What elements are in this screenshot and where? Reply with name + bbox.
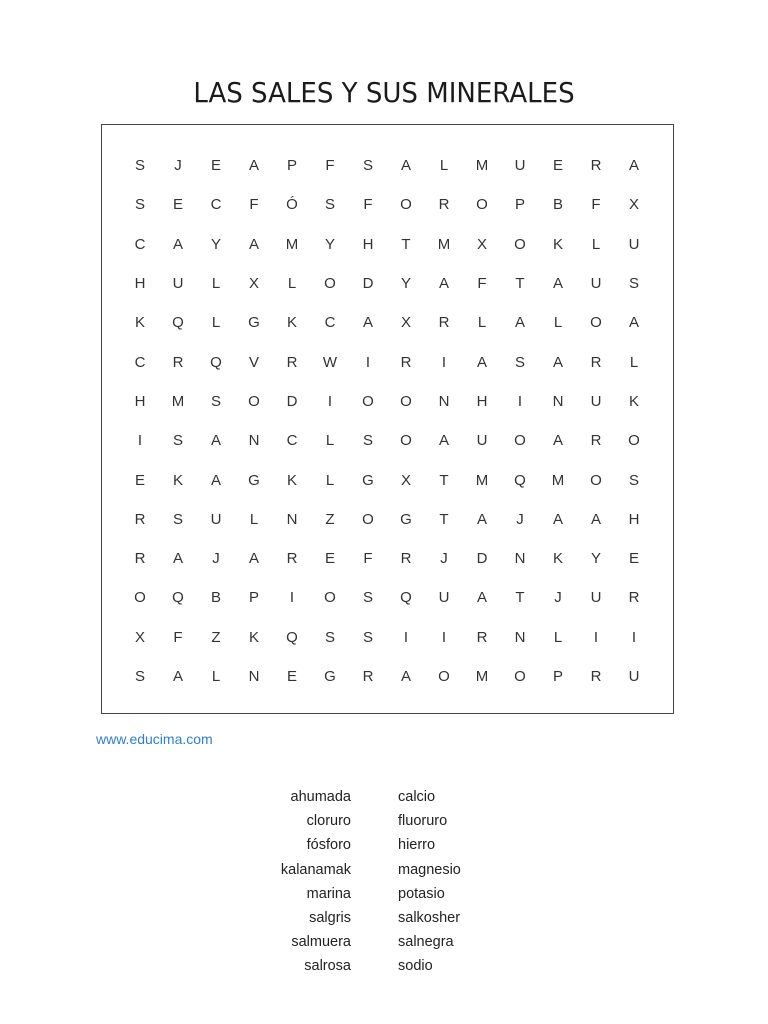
grid-cell[interactable]: E — [172, 196, 183, 214]
grid-cell[interactable]: O — [400, 196, 412, 214]
grid-cell[interactable]: R — [134, 510, 146, 528]
grid-cell[interactable]: S — [172, 432, 183, 450]
word-item: calcio — [398, 789, 436, 805]
grid-cell[interactable]: L — [477, 314, 487, 332]
grid-cell[interactable]: U — [628, 235, 640, 253]
grid-cell[interactable]: A — [552, 275, 563, 293]
page-title: LAS SALES Y SUS MINERALES — [193, 76, 575, 109]
grid-cell[interactable]: E — [134, 471, 145, 489]
grid-cell[interactable]: K — [552, 550, 563, 568]
grid-cell[interactable]: A — [172, 550, 183, 568]
grid-row — [121, 146, 653, 185]
grid-cell[interactable]: H — [476, 392, 488, 410]
grid-cell[interactable]: E — [628, 550, 639, 568]
grid-cell[interactable]: S — [628, 471, 639, 489]
grid-cell[interactable]: Q — [514, 471, 526, 489]
grid-cell[interactable]: U — [628, 668, 640, 685]
grid-cell[interactable]: A — [438, 275, 449, 293]
grid-cell[interactable]: C — [134, 235, 146, 253]
grid-row — [121, 264, 653, 303]
grid-cell[interactable]: M — [475, 471, 489, 489]
grid-cell[interactable]: R — [172, 353, 184, 371]
grid-cell[interactable]: A — [476, 589, 487, 607]
grid-cell[interactable]: C — [324, 314, 336, 332]
word-item: ahumada — [290, 789, 351, 805]
grid-cell[interactable]: S — [172, 510, 183, 528]
grid-cell[interactable]: R — [590, 157, 602, 175]
grid-cell[interactable]: P — [286, 157, 297, 175]
grid-cell[interactable]: O — [476, 196, 488, 214]
grid-cell[interactable]: A — [248, 157, 259, 175]
grid-cell[interactable]: R — [590, 668, 602, 685]
grid-cell[interactable]: A — [210, 471, 221, 489]
word-item: salrosa — [304, 958, 351, 975]
grid-cell[interactable]: N — [514, 628, 526, 646]
grid-cell[interactable]: K — [552, 235, 563, 253]
grid-cell[interactable]: O — [400, 432, 412, 450]
grid-cell[interactable]: H — [134, 392, 146, 410]
grid-cell[interactable]: A — [400, 157, 411, 175]
grid-cell[interactable]: I — [137, 432, 143, 450]
grid-cell[interactable]: R — [438, 314, 450, 332]
grid-cell[interactable]: L — [211, 275, 221, 293]
grid-cell[interactable]: K — [172, 471, 183, 489]
grid-cell[interactable]: L — [325, 471, 335, 489]
grid-cell[interactable]: E — [286, 668, 297, 685]
grid-cell[interactable]: I — [593, 628, 599, 646]
grid-cell[interactable]: M — [437, 235, 451, 253]
word-list-right-column — [398, 787, 461, 981]
grid-row — [121, 500, 653, 539]
grid-row — [121, 539, 653, 578]
grid-cell[interactable]: O — [514, 668, 526, 685]
grid-cell[interactable]: M — [475, 157, 489, 175]
grid-cell[interactable]: F — [591, 196, 601, 214]
grid-cell[interactable]: L — [211, 668, 221, 685]
grid-cell[interactable]: R — [628, 589, 640, 607]
grid-cell[interactable]: Z — [325, 510, 335, 528]
grid-cell[interactable]: U — [476, 432, 488, 450]
grid-cell[interactable]: C — [286, 432, 298, 450]
grid-cell[interactable]: R — [286, 353, 298, 371]
grid-cell[interactable]: T — [515, 589, 525, 607]
grid-cell[interactable]: X — [400, 314, 411, 332]
grid-cell[interactable]: U — [172, 275, 184, 293]
grid-cell[interactable]: A — [248, 550, 259, 568]
grid-cell[interactable]: A — [552, 353, 563, 371]
grid-cell[interactable]: L — [287, 275, 297, 293]
grid-cell[interactable]: C — [134, 353, 146, 371]
grid-cell[interactable]: S — [362, 157, 373, 175]
grid-cell[interactable]: M — [171, 392, 185, 410]
grid-cell[interactable]: D — [476, 550, 488, 568]
grid-cell[interactable]: N — [552, 392, 564, 410]
grid-cell[interactable]: X — [400, 471, 411, 489]
word-item: salkosher — [398, 909, 461, 926]
grid-row — [121, 303, 653, 342]
grid-cell[interactable]: A — [476, 353, 487, 371]
grid-cell[interactable]: H — [362, 235, 374, 253]
grid-cell[interactable]: P — [552, 668, 563, 685]
grid-cell[interactable]: K — [286, 314, 297, 332]
grid-cell[interactable]: O — [590, 314, 602, 332]
grid-cell[interactable]: O — [400, 392, 412, 410]
grid-cell[interactable]: L — [553, 314, 563, 332]
grid-cell[interactable]: N — [248, 432, 260, 450]
grid-cell[interactable]: M — [551, 471, 565, 489]
grid-row — [121, 382, 653, 421]
grid-cell[interactable]: A — [552, 432, 563, 450]
grid-cell[interactable]: F — [477, 275, 487, 293]
grid-cell[interactable]: A — [248, 235, 259, 253]
grid-cell[interactable]: T — [439, 510, 449, 528]
grid-cell[interactable]: J — [440, 550, 448, 568]
grid-cell[interactable]: R — [286, 550, 298, 568]
word-item: kalanamak — [280, 861, 351, 878]
grid-cell[interactable]: S — [134, 668, 145, 685]
grid-cell[interactable]: A — [172, 235, 183, 253]
grid-cell[interactable]: N — [438, 392, 450, 410]
grid-cell[interactable]: O — [134, 589, 146, 607]
grid-cell[interactable]: K — [628, 392, 639, 410]
word-item: cloruro — [306, 813, 351, 830]
grid-cell[interactable]: U — [514, 157, 526, 175]
grid-cell[interactable]: X — [248, 275, 259, 293]
grid-cell[interactable]: G — [362, 471, 374, 489]
grid-row — [121, 421, 653, 460]
grid-cell[interactable]: Z — [211, 628, 221, 646]
grid-cell[interactable]: A — [438, 432, 449, 450]
grid-cell[interactable]: G — [248, 471, 260, 489]
grid-cell[interactable]: H — [134, 275, 146, 293]
grid-cell[interactable]: R — [476, 628, 488, 646]
grid-cell[interactable]: Y — [590, 550, 601, 568]
grid-cell[interactable]: O — [514, 432, 526, 450]
grid-cell[interactable]: L — [325, 432, 335, 450]
word-item: hierro — [398, 837, 436, 854]
grid-cell[interactable]: U — [590, 392, 602, 410]
grid-cell[interactable]: S — [628, 275, 639, 293]
website-link[interactable]: www.educima.com — [96, 731, 213, 747]
grid-cell[interactable]: L — [249, 510, 259, 528]
grid-cell[interactable]: O — [248, 392, 260, 410]
word-item: salgris — [309, 909, 351, 926]
grid-cell[interactable]: E — [324, 550, 335, 568]
word-item: salnegra — [398, 934, 454, 951]
grid-cell[interactable]: F — [249, 196, 259, 214]
grid-cell[interactable]: Q — [286, 628, 298, 646]
grid-cell[interactable]: I — [403, 628, 409, 646]
grid-cell[interactable]: T — [439, 471, 449, 489]
grid-cell[interactable]: A — [628, 314, 639, 332]
grid-cell[interactable]: O — [514, 235, 526, 253]
grid-cell[interactable]: F — [363, 550, 373, 568]
word-item: sodio — [398, 958, 433, 975]
grid-cell[interactable]: A — [476, 510, 487, 528]
grid-cell[interactable]: X — [476, 235, 487, 253]
grid-cell[interactable]: O — [628, 432, 640, 450]
grid-cell[interactable]: R — [400, 550, 412, 568]
grid-cell[interactable]: O — [324, 275, 336, 293]
grid-cell[interactable]: A — [628, 157, 639, 175]
grid-cell[interactable]: Q — [400, 589, 412, 607]
word-item: fluoruro — [398, 813, 448, 830]
grid-cell[interactable]: U — [210, 510, 222, 528]
grid-cell[interactable]: K — [286, 471, 297, 489]
grid-cell[interactable]: E — [552, 157, 563, 175]
grid-cell[interactable]: Y — [210, 235, 221, 253]
grid-cell[interactable]: J — [516, 510, 524, 528]
word-item: fósforo — [306, 837, 351, 854]
grid-row — [121, 657, 653, 696]
grid-cell[interactable]: L — [211, 314, 221, 332]
grid-cell[interactable]: J — [212, 550, 220, 568]
grid-cell[interactable]: Y — [400, 275, 411, 293]
grid-cell[interactable]: O — [324, 589, 336, 607]
grid-cell[interactable]: S — [362, 628, 373, 646]
grid-cell[interactable]: I — [289, 589, 295, 607]
grid-cell[interactable]: N — [514, 550, 526, 568]
grid-cell[interactable]: B — [552, 196, 563, 214]
word-list-left-column — [281, 787, 351, 981]
grid-cell[interactable]: A — [590, 510, 601, 528]
grid-cell[interactable]: Ó — [286, 196, 298, 214]
grid-cell[interactable]: T — [515, 275, 525, 293]
grid-cell[interactable]: U — [590, 589, 602, 607]
grid-cell[interactable]: U — [438, 589, 450, 607]
grid-cell[interactable]: R — [362, 668, 374, 685]
grid-cell[interactable]: R — [590, 432, 602, 450]
grid-cell[interactable]: A — [514, 314, 525, 332]
grid-cell[interactable]: J — [554, 589, 562, 607]
grid-cell[interactable]: I — [441, 628, 447, 646]
grid-cell[interactable]: S — [324, 196, 335, 214]
grid-cell[interactable]: S — [210, 392, 221, 410]
grid-cell[interactable]: K — [248, 628, 259, 646]
grid-cell[interactable]: M — [475, 668, 489, 685]
grid-cell[interactable]: O — [362, 510, 374, 528]
grid-cell[interactable]: S — [514, 353, 525, 371]
grid-cell[interactable]: A — [362, 314, 373, 332]
grid-cell[interactable]: G — [324, 668, 336, 685]
grid-cell[interactable]: N — [248, 668, 260, 685]
grid-cell[interactable]: G — [400, 510, 412, 528]
grid-cell[interactable]: I — [517, 392, 523, 410]
word-item: magnesio — [398, 861, 461, 878]
grid-cell[interactable]: O — [590, 471, 602, 489]
grid-cell[interactable]: R — [590, 353, 602, 371]
grid-cell[interactable]: A — [400, 668, 411, 685]
grid-cell[interactable]: Q — [172, 314, 184, 332]
grid-cell[interactable]: F — [325, 157, 335, 175]
grid-cell[interactable]: G — [248, 314, 260, 332]
grid-cell[interactable]: R — [400, 353, 412, 371]
grid-cell[interactable]: F — [173, 628, 183, 646]
grid-cell[interactable]: S — [134, 157, 145, 175]
grid-row — [121, 342, 653, 381]
grid-cell[interactable]: O — [362, 392, 374, 410]
word-item: marina — [306, 885, 351, 902]
grid-cell[interactable]: F — [363, 196, 373, 214]
grid-cell[interactable]: D — [362, 275, 374, 293]
grid-cell[interactable]: X — [628, 196, 639, 214]
grid-row — [121, 618, 653, 657]
grid-row — [121, 225, 653, 264]
grid-cell[interactable]: S — [362, 589, 373, 607]
grid-row — [121, 185, 653, 224]
grid-cell[interactable]: D — [286, 392, 298, 410]
grid-cell[interactable]: Q — [210, 353, 222, 371]
grid-cell[interactable]: Q — [172, 589, 184, 607]
grid-cell[interactable]: L — [629, 353, 639, 371]
grid-cell[interactable]: V — [248, 353, 259, 371]
grid-cell[interactable]: R — [134, 550, 146, 568]
grid-cell[interactable]: S — [324, 628, 335, 646]
grid-cell[interactable]: A — [552, 510, 563, 528]
grid-cell[interactable]: O — [438, 668, 450, 685]
grid-cell[interactable]: W — [322, 353, 338, 371]
word-item: salmuera — [291, 934, 351, 951]
grid-cell[interactable]: Y — [324, 235, 335, 253]
grid-cell[interactable]: A — [172, 668, 183, 685]
grid-cell[interactable]: L — [553, 628, 563, 646]
grid-cell[interactable]: A — [210, 432, 221, 450]
grid-cell[interactable]: L — [591, 235, 601, 253]
grid-cell[interactable]: T — [401, 235, 411, 253]
grid-cell[interactable]: J — [174, 157, 182, 175]
grid-cell[interactable]: P — [248, 589, 259, 607]
grid-cell[interactable]: L — [439, 157, 449, 175]
grid-cell[interactable]: M — [285, 235, 299, 253]
grid-cell[interactable]: I — [441, 353, 447, 371]
grid-row — [121, 578, 653, 617]
word-item: potasio — [398, 885, 445, 902]
grid-cell[interactable]: B — [210, 589, 221, 607]
grid-row — [121, 460, 653, 499]
grid-cell[interactable]: S — [362, 432, 373, 450]
grid-cell[interactable]: S — [134, 196, 145, 214]
grid-cell[interactable]: R — [438, 196, 450, 214]
grid-cell[interactable]: H — [628, 510, 640, 528]
grid-cell[interactable]: I — [327, 392, 333, 410]
grid-cell[interactable]: I — [365, 353, 371, 371]
grid-cell[interactable]: X — [134, 628, 145, 646]
grid-cell[interactable]: C — [210, 196, 222, 214]
word-search-grid — [121, 146, 653, 696]
grid-cell[interactable]: E — [210, 157, 221, 175]
grid-cell[interactable]: K — [134, 314, 145, 332]
grid-cell[interactable]: P — [514, 196, 525, 214]
grid-cell[interactable]: I — [631, 628, 637, 646]
grid-cell[interactable]: U — [590, 275, 602, 293]
grid-cell[interactable]: N — [286, 510, 298, 528]
